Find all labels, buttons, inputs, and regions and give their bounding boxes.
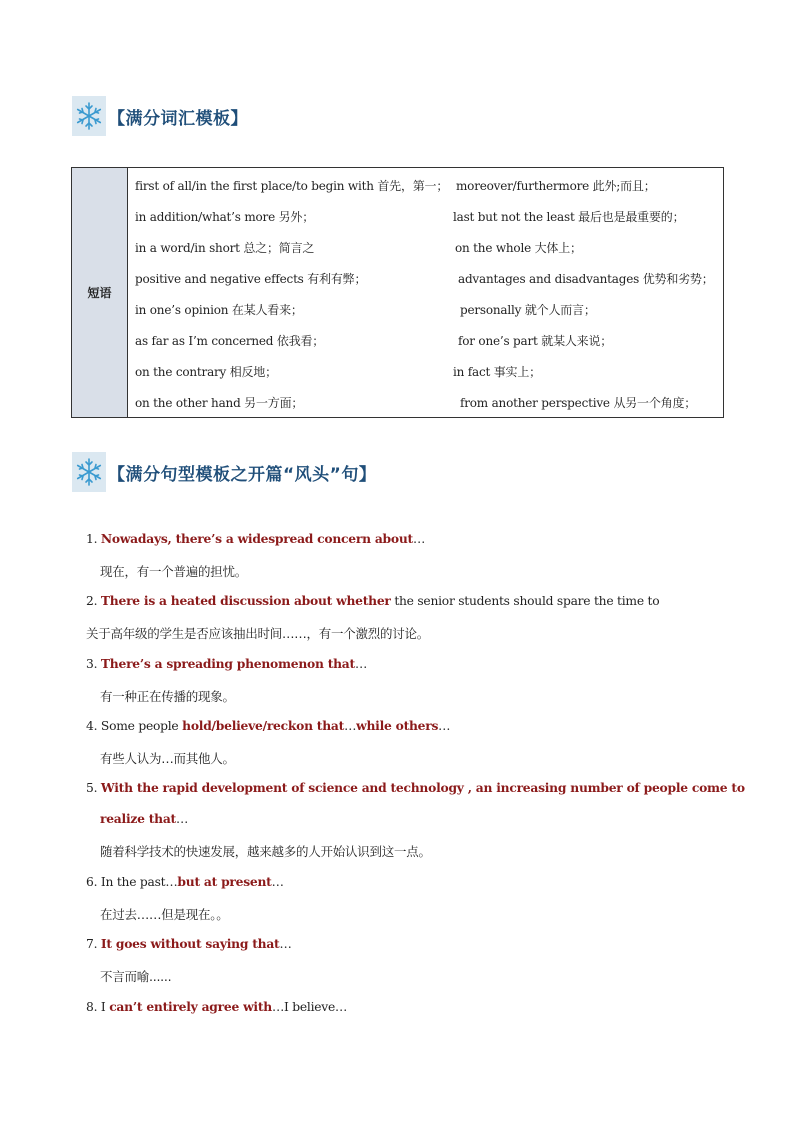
section-title: 【满分句型模板之开篇“风头”句】 (108, 464, 377, 485)
vocab-row (128, 385, 723, 416)
phrase-left: in a word/in short 总之；简言之 (135, 241, 315, 255)
item-number: 8. (86, 1000, 98, 1014)
phrase-left: first of all/in the first place/to begin with 首先，第一； (135, 179, 449, 193)
translation: 在过去……但是现在。。 (100, 907, 229, 922)
key-phrase: but at present (177, 874, 272, 889)
sentence-item (86, 936, 292, 951)
phrase-right: moreover/furthermore 此外;而且； (456, 179, 656, 193)
translation: 关于高年级的学生是否应该抽出时间……，有一个激烈的讨论。 (86, 626, 430, 641)
sentence-item (86, 531, 425, 546)
item-number: 6. (86, 875, 98, 889)
key-phrase: can’t entirely agree with (109, 999, 272, 1014)
item-number: 3. (86, 657, 98, 671)
sentence-tail: the senior students should spare the time to (390, 594, 660, 608)
translation: 有一种正在传播的现象。 (100, 689, 235, 704)
key-phrase: hold/believe/reckon that (182, 718, 345, 733)
sentence-mid: … (344, 719, 357, 733)
sentence-item (86, 718, 450, 733)
phrase-right: in fact 事实上； (453, 365, 541, 379)
item-number: 1. (86, 532, 98, 546)
key-phrase-2: while others (356, 718, 439, 733)
phrase-right: from another perspective 从另一个角度； (460, 396, 697, 410)
translation: 有些人认为…而其他人。 (100, 751, 235, 766)
key-phrase-continued: realize that (100, 811, 176, 826)
sentence-tail: … (271, 875, 284, 889)
sentence-tail: … (175, 812, 189, 826)
sentence-pre: In the past… (100, 875, 178, 889)
vocab-table (71, 167, 724, 418)
sentence-item (86, 999, 347, 1014)
vocab-section-heading (72, 96, 248, 136)
phrase-right: on the whole 大体上； (455, 241, 582, 255)
snowflake-icon (72, 452, 106, 492)
key-phrase: With the rapid development of science and technology , an increasing number of people come to (100, 780, 745, 795)
vocab-row (128, 323, 723, 354)
sentence-item (86, 593, 659, 608)
phrase-left: positive and negative effects 有利有弊； (135, 272, 367, 286)
phrase-right: last but not the least 最后也是最重要的； (453, 210, 685, 224)
snowflake-icon (72, 96, 106, 136)
sentence-pre: Some people (100, 719, 183, 733)
phrase-left: on the other hand 另一方面； (135, 396, 304, 410)
vocab-row (128, 354, 723, 385)
item-number: 4. (86, 719, 98, 733)
phrase-left: in addition/what’s more 另外； (135, 210, 315, 224)
sentence-tail: …I believe… (271, 1000, 348, 1014)
item-number: 5. (86, 781, 98, 795)
translation: 不言而喻...... (100, 969, 172, 984)
sentence-item (86, 780, 745, 795)
translation: 现在，有一个普遍的担忧。 (100, 564, 248, 579)
translation: 随着科学技术的快速发展，越来越多的人开始认识到这一点。 (100, 844, 431, 859)
key-phrase: Nowadays, there’s a widespread concern about (100, 531, 413, 546)
vocab-category-cell: 短语 (72, 168, 128, 417)
sentence-tail: … (279, 937, 292, 951)
phrase-right: personally 就个人而言； (460, 303, 596, 317)
phrase-right: for one’s part 就某人来说； (458, 334, 613, 348)
vocab-row (128, 199, 723, 230)
phrase-right: advantages and disadvantages 优势和劣势； (458, 272, 714, 286)
key-phrase: There is a heated discussion about whether (100, 593, 391, 608)
sentence-tail: … (438, 719, 451, 733)
section-title: 【满分词汇模板】 (108, 108, 248, 129)
sentence-item (86, 874, 284, 889)
vocab-row (128, 292, 723, 323)
sentence-continuation (100, 811, 188, 826)
phrase-left: as far as I’m concerned 依我看； (135, 334, 325, 348)
sentence-pre: I (100, 1000, 110, 1014)
sentence-item (86, 656, 367, 671)
phrase-left: on the contrary 相反地； (135, 365, 277, 379)
sentence-tail: … (412, 532, 426, 546)
sentence-tail: … (354, 657, 368, 671)
sentence-section-heading (72, 452, 376, 492)
vocab-row (128, 261, 723, 292)
item-number: 2. (86, 594, 98, 608)
key-phrase: There’s a spreading phenomenon that (100, 656, 355, 671)
phrase-left: in one’s opinion 在某人看来； (135, 303, 303, 317)
vocab-rows (128, 168, 723, 417)
vocab-row (128, 230, 723, 261)
vocab-row (128, 168, 723, 199)
key-phrase: It goes without saying that (100, 936, 280, 951)
item-number: 7. (86, 937, 98, 951)
